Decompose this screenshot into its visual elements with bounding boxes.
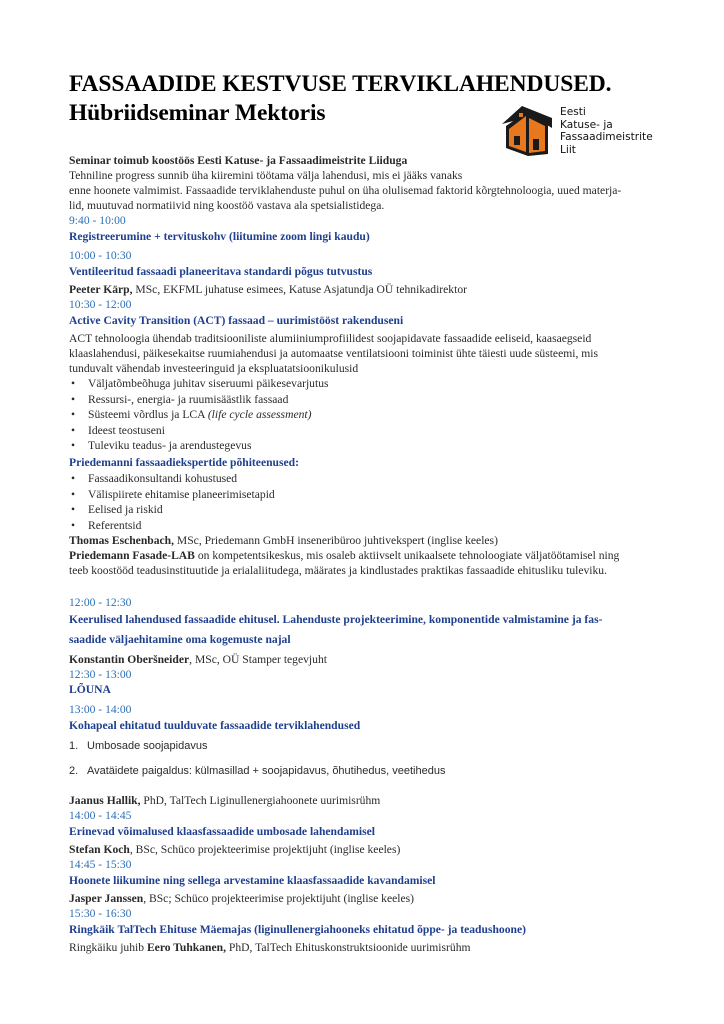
description-line: teeb koostööd teadusinstituutide ja erialaliitudega, määrates ja kindlustades praktikas fassaadide ehitusliku tuleviku. [69, 564, 607, 578]
list-item: • Ideest teostuseni [88, 423, 659, 439]
description-line: on kompetentsikeskus, mis osaleb aktiivselt unikaalsete tehnoloogiate väljatöötamisel ning [194, 549, 620, 563]
speaker-name: Stefan Koch [69, 843, 130, 857]
speaker-details: , BSc, Schüco projekteerimise projektijuht (inglise keeles) [129, 843, 401, 857]
speaker-line [69, 940, 659, 955]
title-line: saadide väljaehitamine oma kogemuste najal [69, 633, 291, 647]
intro-line: Tehniline progress sunnib üha kiiremini töötama välja lahendusi, mis ei jääks vanaks [69, 169, 463, 182]
list-item-text: Umbosade soojapidavus [87, 740, 208, 753]
session-time: 10:30 - 12:00 [69, 298, 132, 311]
speaker-line [69, 282, 659, 297]
speaker-line [69, 533, 659, 548]
session-time: 12:00 - 12:30 [69, 596, 132, 610]
list-item: • Referentsid [88, 518, 659, 534]
title-line: Keerulised lahendused fassaadide ehitusel. Lahenduste projekteerimine, komponentide valmistamine ja fas- [69, 613, 603, 627]
session-time: 9:40 - 10:00 [69, 214, 126, 227]
session-description [69, 331, 659, 376]
numbered-list [69, 739, 659, 779]
session-time: 14:00 - 14:45 [69, 809, 132, 823]
speaker-details: PhD, TalTech Ehituskonstruktsioonide uurimisrühm [226, 941, 471, 955]
speaker-name: Konstantin Oberšneider [69, 653, 190, 667]
list-item [69, 764, 659, 779]
services-list [69, 471, 659, 533]
list-item-text: Avatäidete paigaldus: külmasillad + soojapidavus, õhutihedus, veetihedus [87, 765, 446, 778]
list-number: 2. [69, 765, 79, 778]
speaker-name: Jasper Janssen [69, 892, 144, 906]
list-item-italic: (life cycle assessment) [207, 408, 312, 422]
topic-list [69, 376, 659, 454]
list-number: 1. [69, 740, 79, 753]
speaker-details: PhD, TalTech Liginullenergiahoonete uurimisrühm [140, 794, 381, 808]
session-title: Registreerumine + tervituskohv (liitumine zoom lingi kaudu) [69, 230, 370, 243]
session-title: Ventileeritud fassaadi planeeritava standardi põgus tutvustus [69, 265, 373, 278]
description-line: ACT tehnoloogia ühendab traditsiooniliste alumiiniumprofiilidest soojapidavate fassaadide eeliseid, kaasaegseid [69, 332, 592, 345]
description-line: tunduvalt vähendab investeeringuid ja ekspluatatsioonikulusid [69, 362, 359, 375]
session-title: Active Cavity Transition (ACT) fassaad – uurimistööst rakenduseni [69, 314, 404, 327]
title-line: FASSAADIDE KESTVUSE TERVIKLAHENDUSED. [69, 71, 612, 97]
session-time: 14:45 - 15:30 [69, 858, 132, 872]
list-item: • Tuleviku teadus- ja arendustegevus [88, 438, 659, 454]
speaker-line [69, 842, 659, 857]
list-item: • Välispiirete ehitamise planeerimisetapid [88, 487, 659, 503]
description-line: klaaslahendusi, päikesekaitse ruumiahendusi ja automaatse ventilatsiooni toiminist ühte täiesti uude süsteemi, mis [69, 347, 599, 360]
title-line: Hübriidseminar Mektoris [69, 100, 326, 126]
list-item [88, 407, 659, 423]
logo-line: Katuse- ja [560, 118, 613, 131]
speaker-details: , MSc, OÜ Stamper tegevjuht [189, 653, 327, 667]
session-title: LÕUNA [69, 683, 111, 697]
session-time: 12:30 - 13:00 [69, 668, 132, 682]
logo-line: Liit [560, 143, 576, 156]
page-title [69, 70, 659, 128]
logo-line: Fassaadimeistrite [560, 131, 653, 143]
speaker-line [69, 891, 659, 906]
list-item [69, 739, 659, 754]
speaker-name: Eero Tuhkanen, [146, 941, 226, 955]
speaker-line [69, 652, 659, 667]
session-title: Ringkäik TalTech Ehituse Mäemajas (liginullenergiahooneks ehitatud õppe- ja teadushoone) [69, 923, 526, 937]
session-time: 15:30 - 16:30 [69, 907, 132, 921]
list-item: • Väljatõmbeõhuga juhitav siseruumi päikesevarjutus [88, 376, 659, 392]
list-item: • Fassaadikonsultandi kohustused [88, 471, 659, 487]
guide-prefix: Ringkäiku juhib [69, 941, 147, 955]
intro-line: enne hoonete valmimist. Fassaadide terviklahenduste puhul on üha olulisemad faktorid kõrgtehnoloogia, uued materja- [69, 184, 622, 197]
speaker-details: , BSc; Schüco projekteerimise projektijuht (inglise keeles) [143, 892, 414, 906]
list-item-text: Süsteemi võrdlus ja LCA [88, 408, 208, 422]
session-title [69, 610, 659, 650]
session-title: Erinevad võimalused klaasfassaadide umbosade lahendamisel [69, 825, 376, 839]
intro-text [69, 168, 659, 213]
subsection-heading: Priedemanni fassaadiekspertide põhiteenused: [69, 455, 299, 469]
session-time: 13:00 - 14:00 [69, 703, 132, 717]
lab-name: Priedemann Fasade-LAB [69, 549, 195, 563]
lab-description [69, 548, 659, 578]
speaker-line [69, 793, 659, 808]
speaker-details: MSc, Priedemann GmbH inseneribüroo juhtivekspert (inglise keeles) [174, 534, 498, 548]
session-time: 10:00 - 10:30 [69, 249, 132, 262]
speaker-name: Thomas Eschenbach, [69, 534, 175, 548]
session-title: Hoonete liikumine ning sellega arvestamine klaasfassaadide kavandamisel [69, 874, 436, 888]
intro-line: lid, muutuvad normatiivid ning koostöö vastava ala spetsialistidega. [69, 199, 385, 212]
speaker-details: MSc, EKFML juhatuse esimees, Katuse Asjatundja OÜ tehnikadirektor [132, 283, 467, 296]
logo-line: Eesti [560, 106, 586, 118]
list-item: • Ressursi-, energia- ja ruumisäästlik fassaad [88, 392, 659, 408]
intro-heading: Seminar toimub koostöös Eesti Katuse- ja Fassaadimeistrite Liiduga [69, 154, 408, 167]
document-page [69, 70, 659, 955]
speaker-name: Peeter Kärp, [69, 283, 133, 296]
speaker-name: Jaanus Hallik, [69, 794, 141, 808]
session-title: Kohapeal ehitatud tuulduvate fassaadide terviklahendused [69, 719, 361, 733]
list-item: • Eelised ja riskid [88, 502, 659, 518]
